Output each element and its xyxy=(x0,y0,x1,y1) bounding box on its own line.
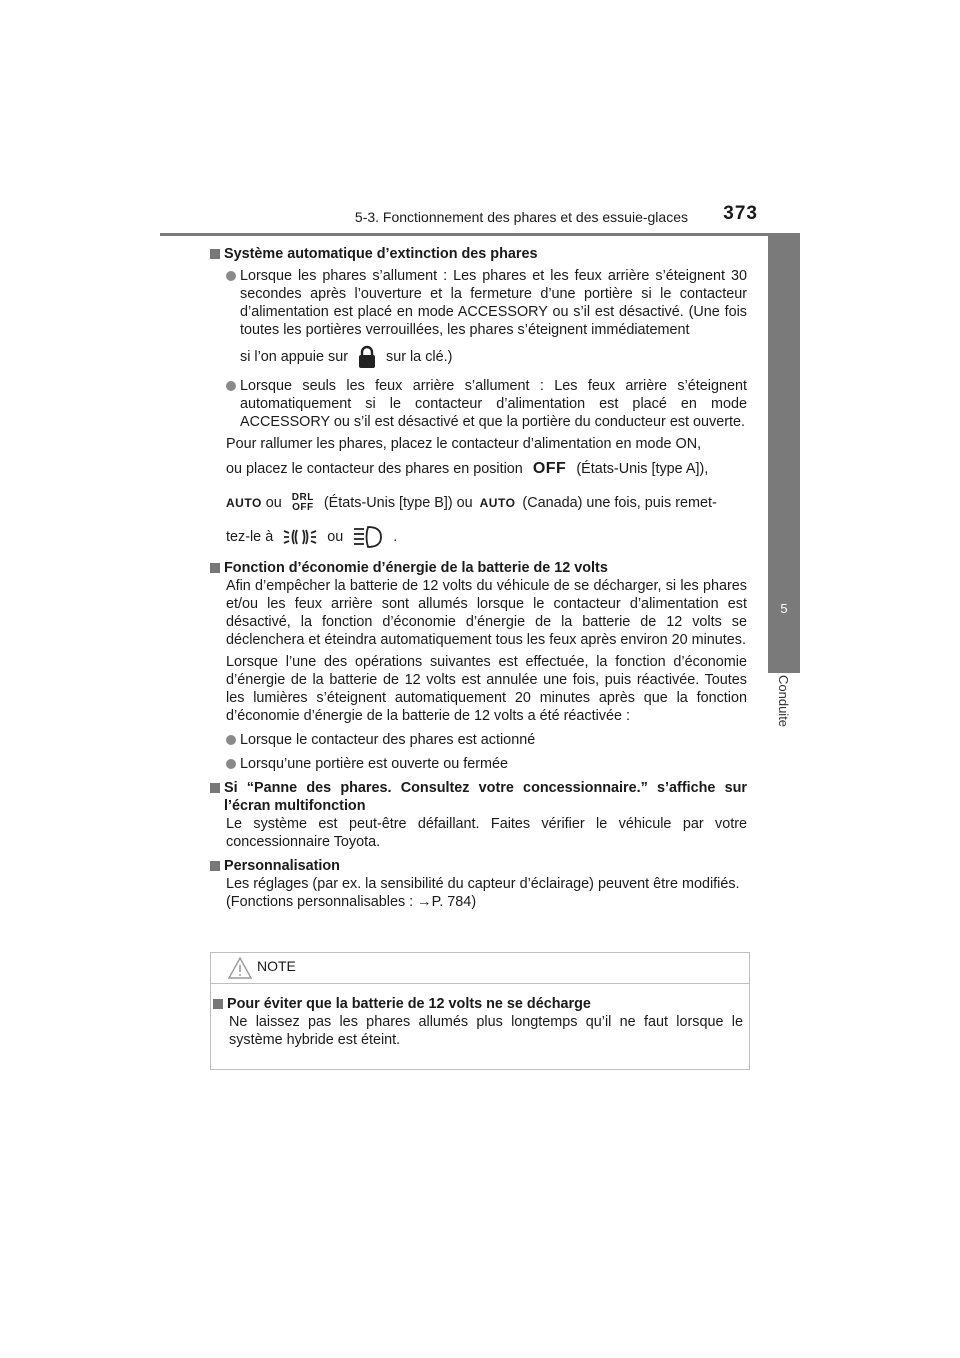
bullet-item: Lorsque les phares s’allument : Les phares et les feux arrière s’éteignent 30 secondes après l’ouverture et la fermeture d’une portière si le contacteur d’alimentation est placé en mode ACCESSORY ou s’il est désactivé. (Une fois toutes les portières verrouillées, les phares s’éteignent immédiatement si l’on appuie sur sur la clé.) xyxy=(210,267,747,373)
paragraph: (Fonctions personnalisables : →P. 784) xyxy=(226,894,477,911)
square-bullet-icon xyxy=(210,249,220,259)
paragraph: Afin d’empêcher la batterie de 12 volts du véhicule de se décharger, si les phares et/ou les feux arrière sont allumés lorsque le contacteur d’alimentation est désactivé, la fonction d’économie d’énergie de la batterie de 12 volts se déclenchera et éteindra automatiquement tous les feux après environ 20 minutes. xyxy=(226,578,747,649)
round-bullet-icon xyxy=(226,735,236,745)
section-heading: Si “Panne des phares. Consultez votre concessionnaire.” s’affiche sur l’écran multifonction xyxy=(210,779,747,815)
chapter-label: Conduite xyxy=(776,675,791,728)
page-header xyxy=(160,205,800,235)
bullet-item: Lorsque seuls les feux arrière s’allument : Les feux arrière s’éteignent automatiquement si le contacteur d’alimentation est placé en mode ACCESSORY ou s’il est désactivé et que la portière du conducteur est ouverte. xyxy=(210,377,747,431)
round-bullet-icon xyxy=(226,759,236,769)
paragraph: Le système est peut-être défaillant. Faites vérifier le véhicule par votre concessionnaire Toyota. xyxy=(226,816,747,851)
round-bullet-icon xyxy=(226,381,236,391)
lock-icon xyxy=(358,345,376,369)
headlight-icon xyxy=(353,524,383,550)
round-bullet-icon xyxy=(226,271,236,281)
chapter-number: 5 xyxy=(780,601,788,616)
tail-lights-icon xyxy=(283,526,317,548)
square-bullet-icon xyxy=(213,999,223,1009)
square-bullet-icon xyxy=(210,861,220,871)
paragraph: Les réglages (par ex. la sensibilité du capteur d’éclairage) peuvent être modifiés. xyxy=(226,876,740,893)
page-number: 373 xyxy=(723,203,758,224)
off-switch-icon: OFF xyxy=(532,460,567,478)
note-text: Ne laissez pas les phares allumés plus longtemps qu’il ne faut lorsque le système hybride est éteint. xyxy=(229,1014,743,1048)
bullet-item: Lorsqu’une portière est ouverte ou fermée xyxy=(210,755,747,773)
note-heading: Pour éviter que la batterie de 12 volts ne se décharge xyxy=(213,995,743,1013)
note-header xyxy=(211,953,749,984)
page-content xyxy=(210,241,747,911)
paragraph: AUTO ou DRL OFF (États-Unis [type B]) ou AUTO (Canada) une fois, puis remet- xyxy=(226,492,717,514)
paragraph: tez-le à ou . xyxy=(210,521,747,553)
section-heading: Système automatique d’extinction des phares xyxy=(210,245,747,263)
section-heading: Personnalisation xyxy=(210,857,747,875)
paragraph: Lorsque l’une des opérations suivantes est effectuée, la fonction d’économie d’énergie de la batterie de 12 volts est annulée une fois, puis réactivée. Toutes les lumières s’éteignent automatiquement 20 minutes après que la fonction d’économie d’énergie de la batterie de 12 volts a été réactivée : xyxy=(226,654,747,725)
note-title: NOTE xyxy=(257,958,296,974)
auto-switch-icon: AUTO xyxy=(226,496,262,511)
note-box xyxy=(210,952,750,1070)
bullet-item: Lorsque le contacteur des phares est actionné xyxy=(210,731,747,749)
section-heading: Fonction d’économie d’énergie de la batterie de 12 volts xyxy=(210,559,747,577)
section-title: 5-3. Fonctionnement des phares et des essuie-glaces xyxy=(354,209,688,225)
square-bullet-icon xyxy=(210,783,220,793)
auto-switch-icon: AUTO xyxy=(479,496,516,511)
square-bullet-icon xyxy=(210,563,220,573)
drl-off-switch-icon: DRL OFF xyxy=(291,492,314,514)
header-rule xyxy=(160,233,800,236)
paragraph: Pour rallumer les phares, placez le contacteur d’alimentation en mode ON, xyxy=(226,436,702,452)
warning-icon xyxy=(228,957,252,979)
paragraph: ou placez le contacteur des phares en position OFF (États-Unis [type A]), xyxy=(210,453,747,485)
